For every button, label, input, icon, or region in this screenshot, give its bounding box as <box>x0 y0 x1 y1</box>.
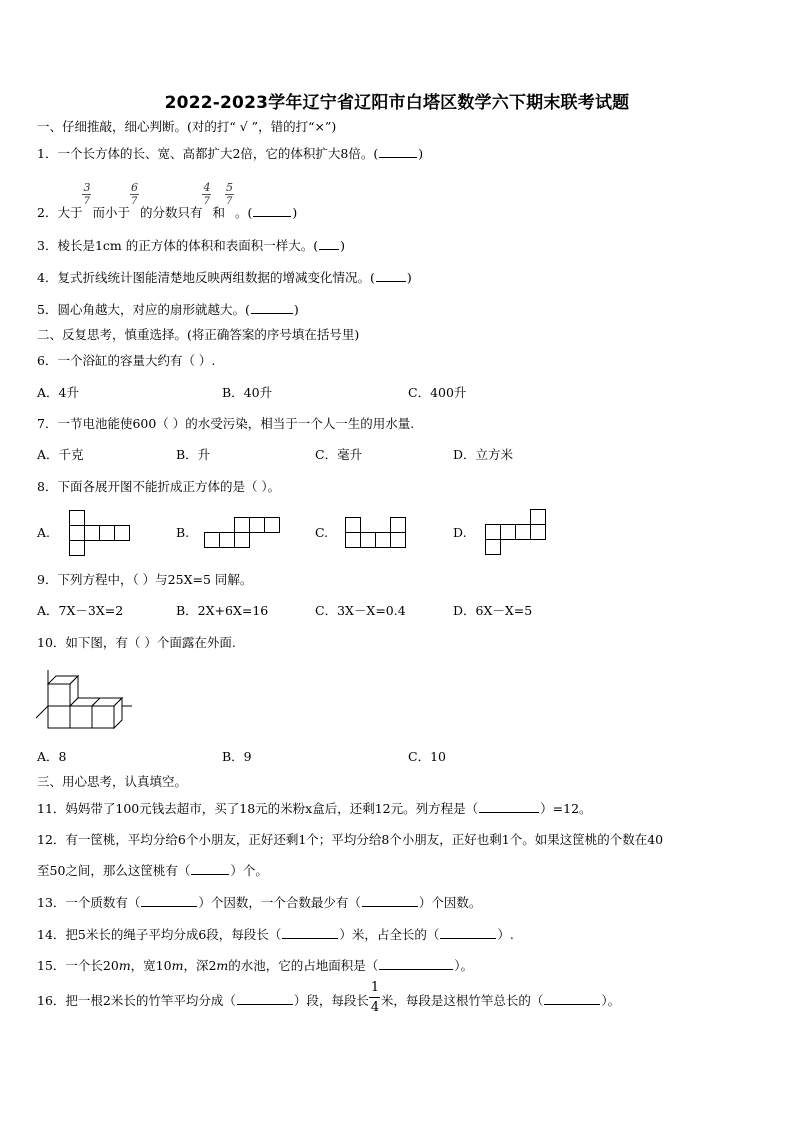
section-heading-2: 二、反复思考，慎重选择。(将正确答案的序号填在括号里) <box>37 327 360 342</box>
question-12-line-2: 至50之间，那么这筐桃有（ ）个。 <box>37 863 268 878</box>
question-16: 16．把一根2米长的竹竿平均分成（ ）段，每段长 $\frac{1}{4}$ 米，每段是这根竹竿总长的（ ）。 <box>37 979 621 1015</box>
answer-blank[interactable] <box>544 992 600 1005</box>
cube-net-c <box>343 516 409 552</box>
question-2: 2．大于 $\frac{3}{7}$ 而小于 $\frac{6}{7}$ 的分数只有 $\frac{4}{7}$ 和 $\frac{5}{7}$ 。( ) <box>37 181 298 220</box>
option-a[interactable]: A．千克 <box>37 447 84 462</box>
fraction: $\frac{6}{7}$ <box>130 181 138 207</box>
option-a[interactable]: A. <box>37 525 51 540</box>
question-4: 4．复式折线统计图能清楚地反映两组数据的增减变化情况。( ) <box>37 270 412 285</box>
fraction: $\frac{3}{7}$ <box>83 181 91 207</box>
question-13: 13．一个质数有（ ）个因数，一个合数最少有（ ）个因数。 <box>37 895 482 910</box>
answer-blank[interactable] <box>191 862 229 875</box>
question-11: 11．妈妈带了100元钱去超市，买了18元的米粉x盒后，还剩12元。列方程是（ ）=12。 <box>37 801 592 816</box>
option-c[interactable]: C．3X－X=0.4 <box>315 603 406 618</box>
answer-blank[interactable] <box>141 894 197 907</box>
question-10: 10．如下图，有（ ）个面露在外面. <box>37 635 236 650</box>
section-heading-3: 三、用心思考，认真填空。 <box>37 774 188 789</box>
option-d[interactable]: D．6X－X=5 <box>453 603 533 618</box>
question-14: 14．把5米长的绳子平均分成6段，每段长（ ）米，占全长的（ ）. <box>37 927 514 942</box>
page-title: 2022-2023学年辽宁省辽阳市白塔区数学六下期末联考试题 <box>164 93 630 113</box>
answer-blank[interactable] <box>379 145 417 158</box>
option-b[interactable]: B．2X+6X=16 <box>176 603 269 618</box>
section-heading-1: 一、仔细推敲，细心判断。(对的打“ √ ”，错的打“×”) <box>37 119 337 134</box>
answer-blank[interactable] <box>251 301 293 314</box>
cube-net-b <box>202 516 282 552</box>
cube-net-d <box>483 508 549 558</box>
fraction: $\frac{1}{4}$ <box>370 979 380 1015</box>
fraction: $\frac{4}{7}$ <box>203 181 211 207</box>
question-5: 5．圆心角越大，对应的扇形就越大。( ) <box>37 302 299 317</box>
question-6: 6．一个浴缸的容量大约有（ ）. <box>37 353 216 368</box>
option-c[interactable]: C．400升 <box>408 385 467 400</box>
question-12-line-1: 12．有一筐桃，平均分给6个小朋友，正好还剩1个；平均分给8个小朋友，正好也剩1个。如果这筐桃的个数在40 <box>37 832 664 847</box>
option-a[interactable]: A．4升 <box>37 385 79 400</box>
answer-blank[interactable] <box>379 957 453 970</box>
cube-net-a <box>66 509 132 557</box>
answer-blank[interactable] <box>376 269 406 282</box>
stacked-cubes-figure <box>34 664 138 740</box>
option-c[interactable]: C．10 <box>408 749 446 764</box>
fraction: $\frac{5}{7}$ <box>226 181 233 207</box>
option-d[interactable]: D．立方米 <box>453 447 514 462</box>
option-b[interactable]: B．40升 <box>222 385 273 400</box>
answer-blank[interactable] <box>237 992 293 1005</box>
question-1: 1．一个长方体的长、宽、高都扩大2倍，它的体积扩大8倍。( ) <box>37 146 424 161</box>
question-8: 8．下面各展开图不能折成正方体的是（ ）。 <box>37 479 281 494</box>
answer-blank[interactable] <box>479 800 539 813</box>
option-a[interactable]: A．8 <box>37 749 67 764</box>
answer-blank[interactable] <box>282 926 338 939</box>
answer-blank[interactable] <box>319 237 339 250</box>
option-c[interactable]: C. <box>315 525 329 540</box>
option-c[interactable]: C．毫升 <box>315 447 363 462</box>
option-b[interactable]: B. <box>176 525 190 540</box>
question-9: 9．下列方程中，（ ）与25X=5 同解。 <box>37 572 253 587</box>
option-a[interactable]: A．7X－3X=2 <box>37 603 124 618</box>
option-b[interactable]: B．9 <box>222 749 252 764</box>
answer-blank[interactable] <box>362 894 418 907</box>
question-3: 3．棱长是1cm 的正方体的体积和表面积一样大。( ) <box>37 238 346 253</box>
option-d[interactable]: D. <box>453 525 467 540</box>
option-b[interactable]: B．升 <box>176 447 211 462</box>
question-7: 7．一节电池能使600（ ）的水受污染，相当于一个人一生的用水量. <box>37 416 415 431</box>
answer-blank[interactable] <box>253 204 291 217</box>
answer-blank[interactable] <box>440 926 496 939</box>
question-15: 15．一个长20m，宽10m，深2m的水池，它的占地面积是（ ）。 <box>37 958 474 973</box>
